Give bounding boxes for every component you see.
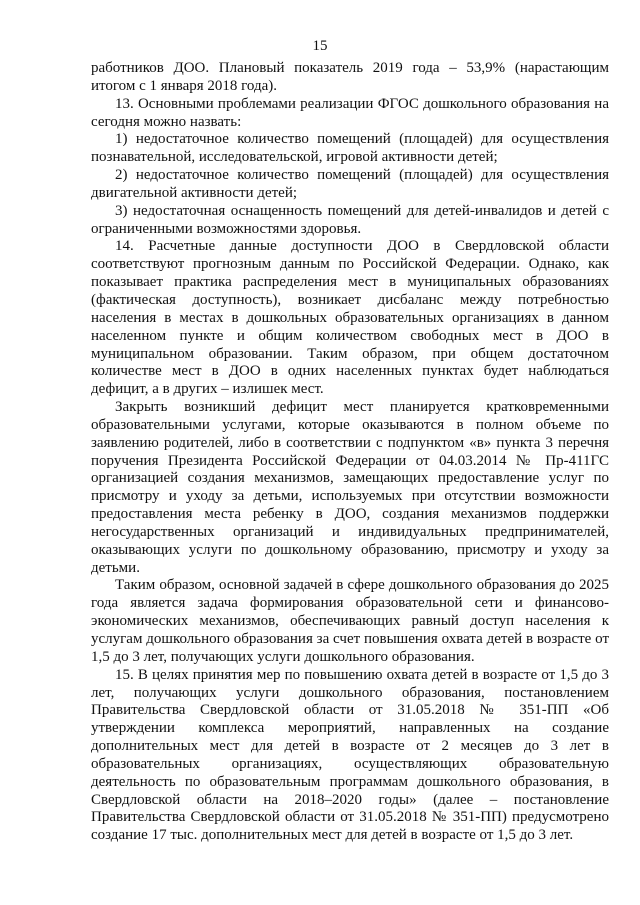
paragraph-deficit: Закрыть возникший дефицит мест планируется кратковременными образовательными услугами, которые оказываются в полном объеме по заявлению родителей, либо в соответствии с подпунктом «в» пункта 3 перечня поручения Президента Российской Федерации от 04.03.2014 № Пр-411ГС организацией создания механизмов, замещающих предоставление услуг по присмотру и уходу за детьми, используемых при отсутствии возможности предоставления места ребенку в ДОО, создания механизмов поддержки негосударственных организаций и индивидуальных предпринимателей, оказывающих услуги по дошкольному образованию, присмотру и уходу за детьми.	[91, 399, 609, 576]
paragraph-subitem-3: 3) недостаточная оснащенность помещений для детей-инвалидов и детей с ограниченными возможностями здоровья.	[91, 202, 609, 237]
page-number: 15	[312, 38, 328, 54]
paragraph-continuation: работников ДОО. Плановый показатель 2019 года – 53,9% (нарастающим итогом с 1 января 2018 года).	[91, 60, 609, 94]
paragraph-subitem-2: 2) недостаточное количество помещений (площадей) для осуществления двигательной активности детей;	[91, 167, 609, 201]
paragraph-main-task: Таким образом, основной задачей в сфере дошкольного образования до 2025 года является задача формирования образовательной сети и финансово-экономических механизмов, обеспечивающих равный доступ населения к услугам дошкольного образования за счет повышения охвата детей в возрасте от 1,5 до 3 лет, получающих услуги дошкольного образования.	[91, 577, 609, 665]
body-text	[91, 60, 609, 845]
paragraph-subitem-1: 1) недостаточное количество помещений (площадей) для осуществления познавательной, исследовательской, игровой активности детей;	[91, 131, 609, 166]
paragraph-item-13: 13. Основными проблемами реализации ФГОС дошкольного образования на сегодня можно назвать:	[91, 95, 609, 130]
paragraph-item-15: 15. В целях принятия мер по повышению охвата детей в возрасте от 1,5 до 3 лет, получающих услуги дошкольного образования, постановлением Правительства Свердловской области от 31.05.2018 № 351-ПП «Об утверждении комплекса мероприятий, направленных на создание дополнительных мест для детей в возрасте от 2 месяцев до 3 лет в образовательных организациях, осуществляющих образовательную деятельность по образовательным программам дошкольного образования, в Свердловской области на 2018–2020 годы» (далее – постановление Правительства Свердловской области от 31.05.2018 № 351-ПП) предусмотрено создание 17 тыс. дополнительных мест для детей в возрасте от 1,5 до 3 лет.	[91, 666, 609, 844]
paragraph-item-14: 14. Расчетные данные доступности ДОО в Свердловской области соответствуют прогнозным данным по Российской Федерации. Однако, как показывает практика распределения мест в муниципальных образованиях (фактическая доступность), возникает дисбаланс между потребностью населения в местах в дошкольных образовательных организациях в данном населенном пункте и общим количеством свободных мест в ДОО в муниципальном образовании. Таким образом, при общем достаточном количестве мест в ДОО в одних населенных пунктах будет наблюдаться дефицит, а в других – излишек мест.	[91, 238, 609, 398]
